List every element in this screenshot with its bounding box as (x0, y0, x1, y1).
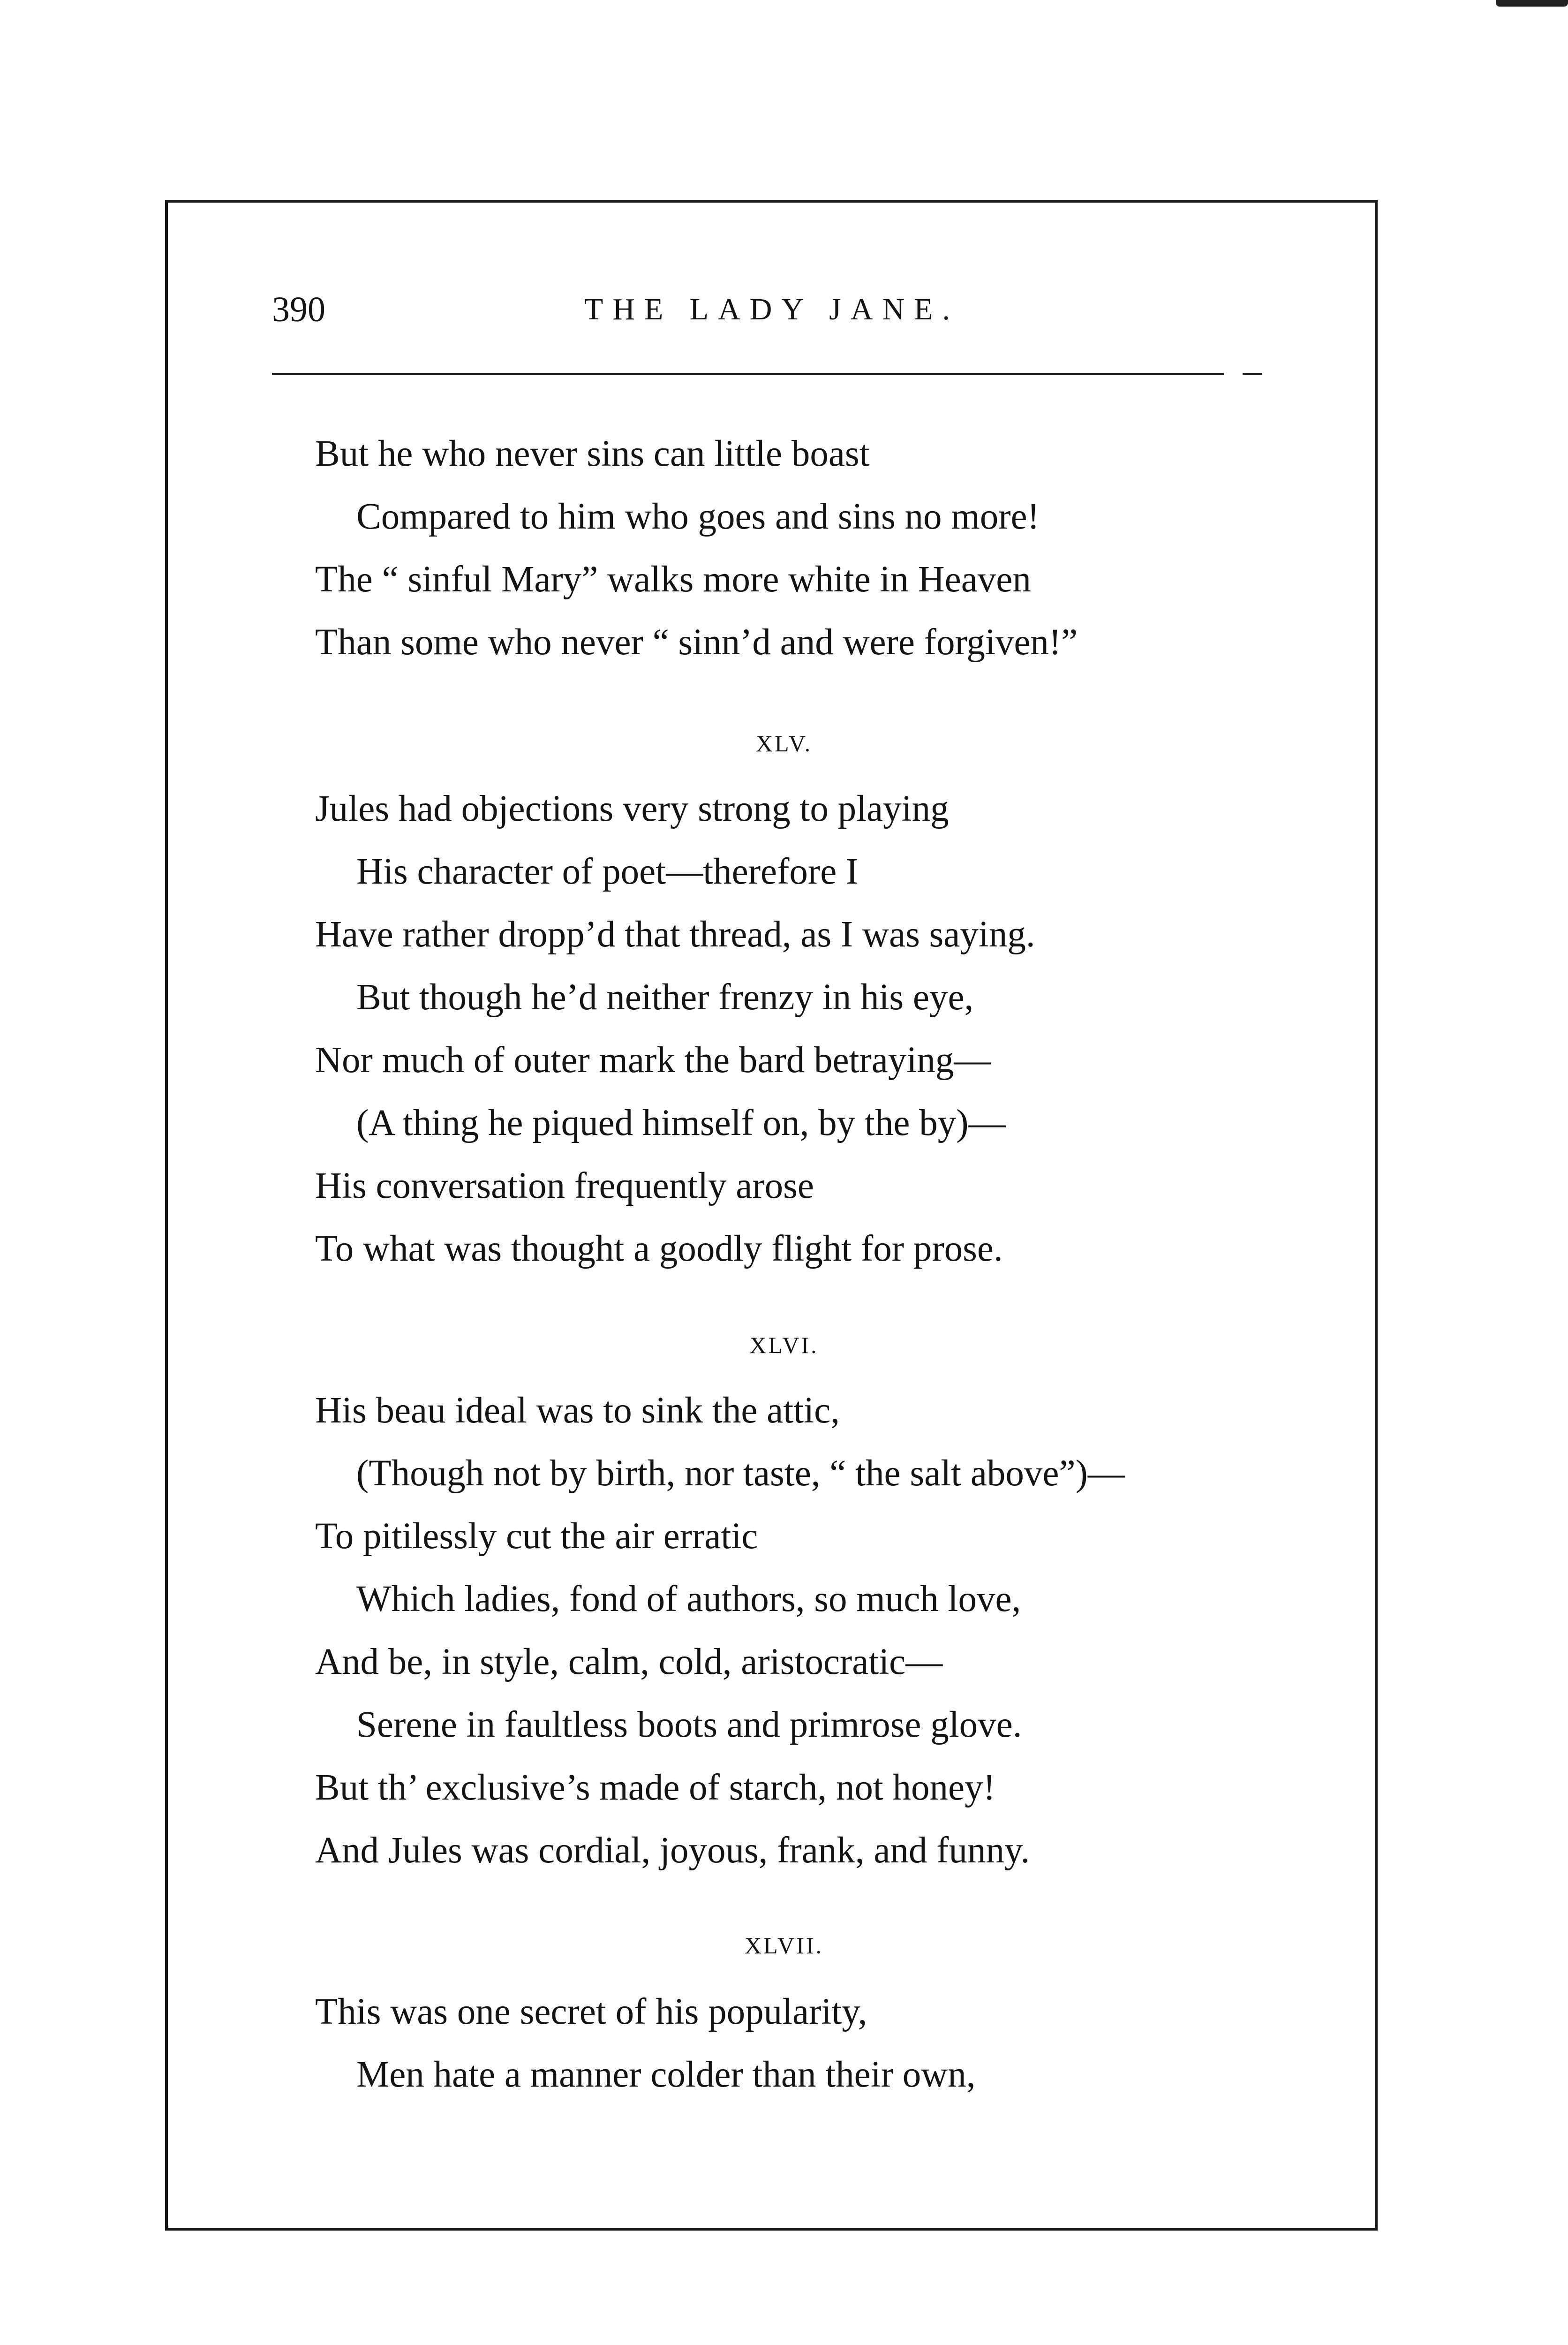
verse-line: Men hate a manner colder than their own, (356, 2054, 976, 2095)
verse-line: And Jules was cordial, joyous, frank, and funny. (315, 1830, 1030, 1871)
verse-line: His character of poet—therefore I (356, 851, 859, 892)
stanza-number: XLV. (755, 730, 813, 756)
verse-line: The “ sinful Mary” walks more white in Heaven (315, 559, 1031, 600)
page-number: 390 (272, 290, 325, 329)
verse-line: And be, in style, calm, cold, aristocratic— (315, 1642, 943, 1682)
verse-line: To pitilessly cut the air erratic (315, 1516, 758, 1557)
running-head (0, 281, 1568, 338)
verse-line: (A thing he piqued himself on, by the by)— (356, 1103, 1006, 1143)
running-title: THE LADY JANE. (584, 292, 959, 326)
verse-line: Jules had objections very strong to playing (315, 788, 949, 829)
verse-line: (Though not by birth, nor taste, “ the salt above”)— (356, 1453, 1125, 1494)
verse-line: Which ladies, fond of authors, so much love, (356, 1579, 1021, 1619)
verse-line: Have rather dropp’d that thread, as I was saying. (315, 914, 1035, 955)
verse-line: To what was thought a goodly flight for prose. (315, 1228, 1003, 1269)
scan-corner-mark (1496, 0, 1568, 7)
header-rule (272, 373, 1224, 375)
verse-line: This was one secret of his popularity, (315, 1991, 867, 2032)
verse-line: But though he’d neither frenzy in his eye, (356, 977, 974, 1018)
verse-line: His beau ideal was to sink the attic, (315, 1390, 840, 1431)
verse-line: Compared to him who goes and sins no more! (356, 496, 1040, 537)
verse-line: Nor much of outer mark the bard betraying— (315, 1040, 991, 1081)
verse-line: Than some who never “ sinn’d and were forgiven!” (315, 622, 1078, 663)
header-rule-tick (1243, 373, 1262, 375)
stanza-number: XLVII. (745, 1932, 823, 1959)
verse-line: Serene in faultless boots and primrose glove. (356, 1704, 1022, 1745)
verse-line: But th’ exclusive’s made of starch, not honey! (315, 1767, 995, 1808)
verse-line: But he who never sins can little boast (315, 433, 870, 474)
stanza-number: XLVI. (749, 1332, 819, 1358)
verse-line: His conversation frequently arose (315, 1165, 814, 1206)
